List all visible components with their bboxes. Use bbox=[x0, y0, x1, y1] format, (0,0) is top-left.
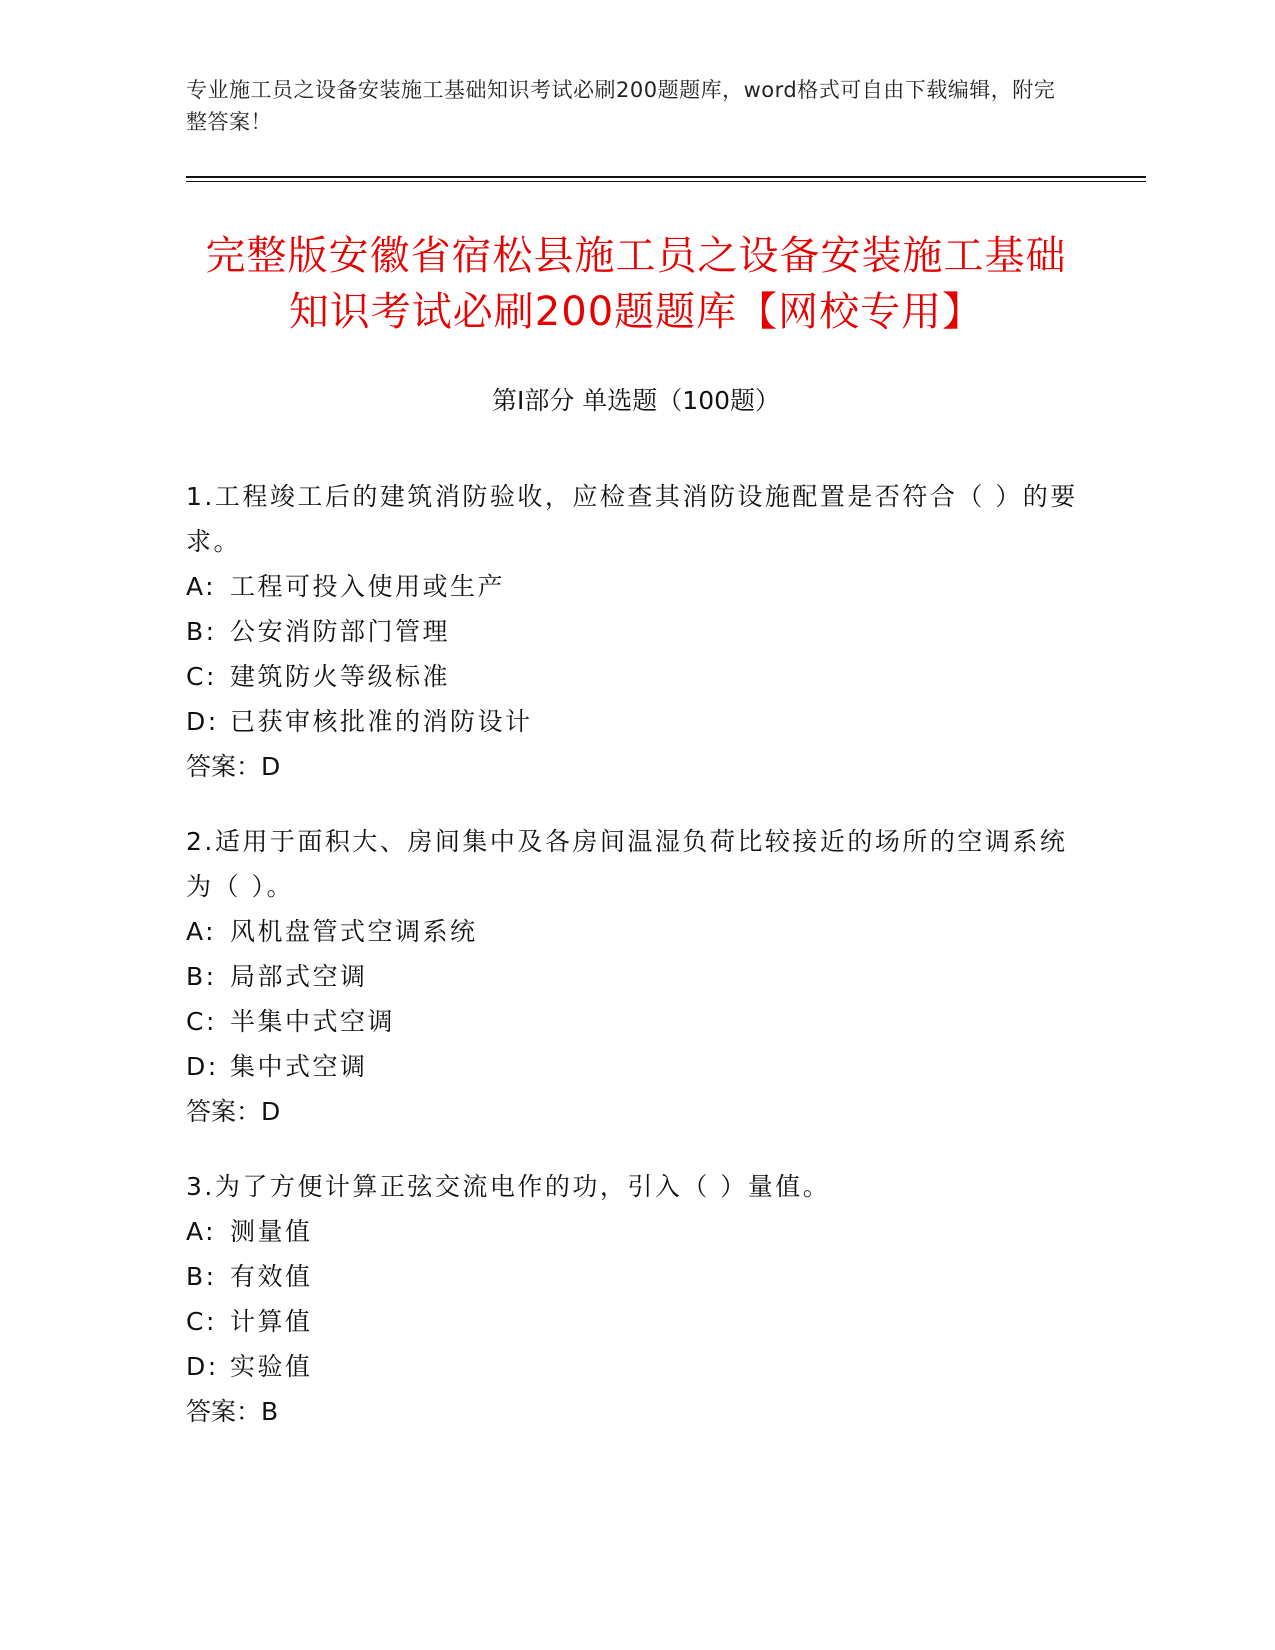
question-stem: 1.工程竣工后的建筑消防验收，应检查其消防设施配置是否符合（ ）的要求。 bbox=[186, 482, 1078, 556]
option-b bbox=[186, 1254, 1086, 1299]
option-letter: B: bbox=[186, 617, 217, 646]
option-letter: A: bbox=[186, 917, 217, 946]
option-d bbox=[186, 699, 1086, 744]
question-stem: 2.适用于面积大、房间集中及各房间温湿负荷比较接近的场所的空调系统为（ ）。 bbox=[186, 827, 1068, 901]
option-letter: A: bbox=[186, 1217, 217, 1246]
option-letter: D: bbox=[186, 1352, 219, 1381]
document-title: 完整版安徽省宿松县施工员之设备安装施工基础知识考试必刷200题题库【网校专用】 bbox=[205, 233, 1067, 335]
option-letter: D: bbox=[186, 707, 219, 736]
option-letter: A: bbox=[186, 572, 217, 601]
option-text: 风机盘管式空调系统 bbox=[230, 917, 478, 946]
answer-line bbox=[186, 744, 1086, 789]
header-divider-thick bbox=[186, 176, 1146, 178]
answer-value: D bbox=[261, 752, 281, 781]
option-text: 已获审核批准的消防设计 bbox=[230, 707, 533, 736]
option-a bbox=[186, 564, 1086, 609]
question-2 bbox=[186, 819, 1086, 1134]
option-text: 有效值 bbox=[230, 1262, 313, 1291]
option-text: 建筑防火等级标准 bbox=[230, 662, 451, 691]
option-letter: B: bbox=[186, 1262, 217, 1291]
question-1 bbox=[186, 474, 1086, 789]
option-b bbox=[186, 609, 1086, 654]
question-list bbox=[186, 474, 1086, 1464]
option-a bbox=[186, 909, 1086, 954]
option-text: 公安消防部门管理 bbox=[230, 617, 451, 646]
option-letter: C: bbox=[186, 662, 217, 691]
option-a bbox=[186, 1209, 1086, 1254]
option-text: 工程可投入使用或生产 bbox=[230, 572, 506, 601]
header-divider-thin bbox=[186, 181, 1146, 182]
answer-label: 答案： bbox=[186, 1397, 262, 1426]
option-letter: C: bbox=[186, 1307, 217, 1336]
option-c bbox=[186, 999, 1086, 1044]
option-text: 局部式空调 bbox=[230, 962, 368, 991]
option-c bbox=[186, 1299, 1086, 1344]
option-letter: C: bbox=[186, 1007, 217, 1036]
answer-line bbox=[186, 1089, 1086, 1134]
answer-line bbox=[186, 1389, 1086, 1434]
answer-value: D bbox=[261, 1097, 281, 1126]
answer-label: 答案： bbox=[186, 1097, 262, 1126]
option-c bbox=[186, 654, 1086, 699]
section-heading: 第Ⅰ部分 单选题（100题） bbox=[491, 386, 781, 415]
option-text: 计算值 bbox=[230, 1307, 313, 1336]
question-3 bbox=[186, 1164, 1086, 1434]
answer-value: B bbox=[261, 1397, 279, 1426]
option-d bbox=[186, 1344, 1086, 1389]
option-b bbox=[186, 954, 1086, 999]
option-d bbox=[186, 1044, 1086, 1089]
option-letter: D: bbox=[186, 1052, 219, 1081]
option-text: 集中式空调 bbox=[230, 1052, 368, 1081]
option-text: 测量值 bbox=[230, 1217, 313, 1246]
option-letter: B: bbox=[186, 962, 217, 991]
answer-label: 答案： bbox=[186, 752, 262, 781]
question-stem: 3.为了方便计算正弦交流电作的功，引入（ ）量值。 bbox=[186, 1172, 831, 1201]
option-text: 实验值 bbox=[230, 1352, 313, 1381]
header-note: 专业施工员之设备安装施工基础知识考试必刷200题题库，word格式可自由下载编辑，附完整答案！ bbox=[186, 78, 1056, 134]
option-text: 半集中式空调 bbox=[230, 1007, 396, 1036]
